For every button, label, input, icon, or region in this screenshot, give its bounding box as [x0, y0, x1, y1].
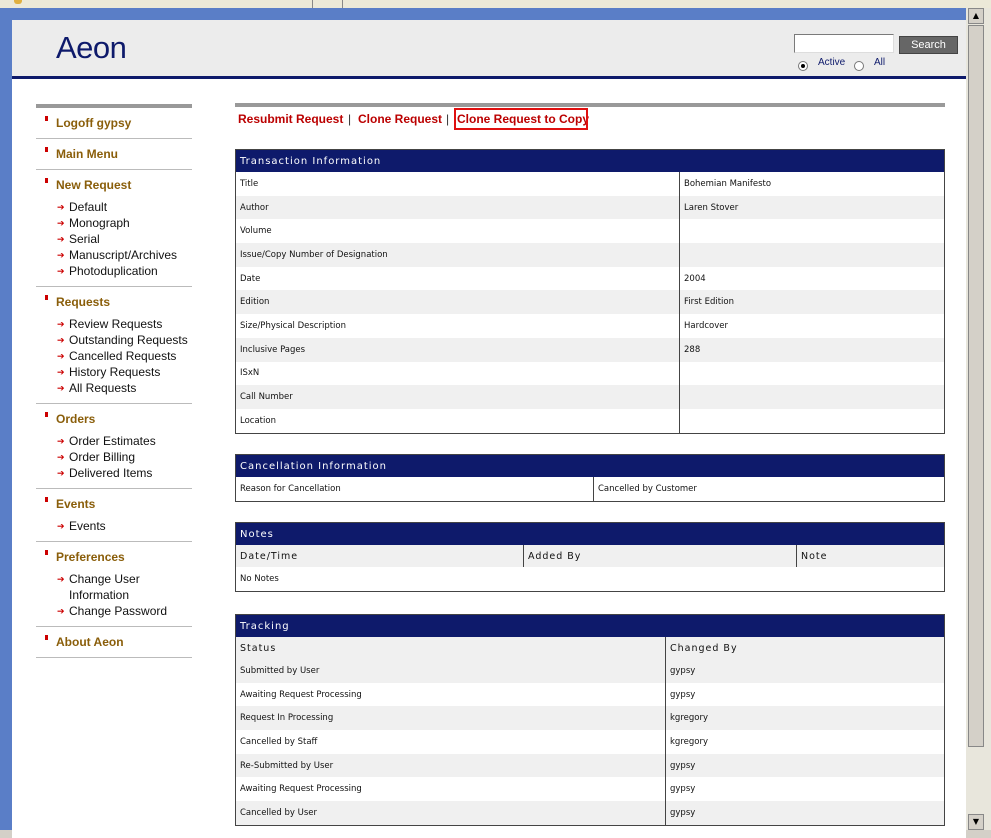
sidebar-item[interactable] [36, 199, 192, 215]
empty-notes-text: No Notes [236, 567, 944, 591]
sidebar-section-link[interactable] [36, 634, 192, 650]
column-header: Changed By [666, 637, 945, 659]
page-body [12, 20, 966, 838]
sidebar-item-label: Photoduplication [69, 264, 158, 278]
highlight-box [454, 108, 588, 130]
tracking-changed-by: gypsy [670, 784, 696, 795]
sidebar-submenu [36, 433, 192, 481]
sidebar-section-link[interactable] [36, 177, 192, 193]
sidebar-item-label: Change User Information [69, 572, 140, 602]
radio-active[interactable] [798, 61, 808, 71]
sidebar-item-label: Order Billing [69, 450, 136, 464]
request-actions [235, 107, 945, 131]
sidebar-submenu [36, 518, 192, 534]
sidebar-submenu [36, 316, 192, 396]
field-value: Bohemian Manifesto [684, 178, 772, 189]
sidebar-section-label: Orders [56, 412, 96, 426]
column-header: Date/Time [236, 545, 524, 567]
sidebar-section [36, 287, 192, 404]
arrow-icon: ➔ [57, 250, 65, 260]
sidebar-item[interactable] [36, 215, 192, 231]
field-value: Laren Stover [680, 196, 945, 220]
notes-table [236, 545, 944, 591]
arrow-icon: ➔ [57, 335, 65, 345]
field-label: Issue/Copy Number of Designation [236, 243, 680, 267]
sidebar-item[interactable] [36, 231, 192, 247]
sidebar-item[interactable] [36, 316, 192, 332]
field-value [680, 385, 945, 409]
cancellation-reason-label: Reason for Cancellation [236, 477, 594, 501]
cancellation-table [236, 477, 944, 501]
tracking-status: Cancelled by User [236, 801, 666, 825]
panel-title: Transaction Information [236, 150, 944, 172]
sidebar-item[interactable] [36, 332, 192, 348]
arrow-icon: ➔ [57, 202, 65, 212]
table-row [236, 567, 944, 591]
sidebar-item[interactable] [36, 465, 192, 481]
field-value: 2004 [684, 273, 706, 284]
scroll-down-arrow-icon[interactable]: ▼ [968, 814, 984, 830]
sidebar-item[interactable] [36, 380, 192, 396]
tracking-status: Submitted by User [236, 659, 666, 683]
field-value [680, 362, 945, 386]
tracking-status: Re-Submitted by User [236, 754, 666, 778]
table-row [236, 385, 944, 409]
sidebar-submenu [36, 199, 192, 279]
table-row [236, 338, 944, 362]
scrollbar-thumb[interactable] [968, 25, 984, 747]
sidebar-item-label: Outstanding Requests [69, 333, 188, 347]
arrow-icon: ➔ [57, 436, 65, 446]
table-row [236, 196, 944, 220]
arrow-icon: ➔ [57, 574, 65, 584]
sidebar-section-label: Logoff gypsy [56, 116, 132, 130]
field-value [680, 409, 945, 433]
arrow-icon: ➔ [57, 351, 65, 361]
panel-title: Tracking [236, 615, 944, 637]
transaction-panel [235, 149, 945, 434]
bullet-icon [45, 178, 48, 183]
field-label: Edition [236, 290, 680, 314]
cancellation-reason-value: Cancelled by Customer [598, 483, 697, 494]
arrow-icon: ➔ [57, 218, 65, 228]
table-row [236, 683, 944, 707]
sidebar-section [36, 542, 192, 627]
sidebar-section-link[interactable] [36, 411, 192, 427]
radio-all[interactable] [854, 61, 864, 71]
sidebar-item[interactable] [36, 263, 192, 279]
sidebar-section [36, 489, 192, 542]
sidebar-section-label: New Request [56, 178, 132, 192]
toolbar-icon [14, 0, 22, 4]
table-row [236, 243, 944, 267]
arrow-icon: ➔ [57, 319, 65, 329]
sidebar-section-link[interactable] [36, 496, 192, 512]
toolbar-divider [342, 0, 343, 8]
table-header-row [236, 637, 944, 659]
search-input[interactable] [794, 34, 894, 53]
tracking-status: Cancelled by Staff [236, 730, 666, 754]
sidebar-submenu [36, 571, 192, 619]
clone-request-to-copy-link[interactable]: Clone Request to Copy [457, 112, 590, 126]
sidebar-section-link[interactable] [36, 146, 192, 162]
table-row [236, 777, 944, 801]
bullet-icon [45, 295, 48, 300]
table-row [236, 754, 944, 778]
sidebar-item-label: Cancelled Requests [69, 349, 177, 363]
toolbar-divider [312, 0, 313, 8]
field-value: Hardcover [684, 320, 728, 331]
tracking-changed-by: kgregory [666, 706, 945, 730]
panel-title: Notes [236, 523, 944, 545]
sidebar-section [36, 139, 192, 170]
sidebar-item-label: All Requests [69, 381, 137, 395]
sidebar-section [36, 170, 192, 287]
sidebar-item[interactable] [36, 364, 192, 380]
tracking-changed-by: gypsy [670, 689, 696, 700]
sidebar-item[interactable] [36, 518, 192, 534]
table-row [236, 267, 944, 291]
tracking-table [236, 637, 944, 825]
sidebar-item-label: Serial [69, 232, 100, 246]
sidebar-section [36, 627, 192, 658]
table-header-row [236, 545, 944, 567]
field-value [680, 219, 945, 243]
table-row [236, 314, 944, 338]
field-label: Title [236, 172, 680, 196]
action-separator: | [446, 112, 450, 126]
table-row [236, 409, 944, 433]
table-row [236, 801, 944, 825]
field-label: Date [236, 267, 680, 291]
field-value: 288 [680, 338, 945, 362]
sidebar-item[interactable] [36, 603, 192, 619]
tracking-changed-by: gypsy [666, 659, 945, 683]
sidebar-section-label: About Aeon [56, 635, 124, 649]
field-label: Inclusive Pages [236, 338, 680, 362]
sidebar-item-label: Default [69, 200, 108, 214]
sidebar-item-label: Monograph [69, 216, 130, 230]
panel-title: Cancellation Information [236, 455, 944, 477]
table-row [236, 172, 944, 196]
radio-all-label: All [874, 57, 886, 68]
bullet-icon [45, 147, 48, 152]
bullet-icon [45, 497, 48, 502]
sidebar-item-label: Change Password [69, 604, 168, 618]
sidebar-item[interactable] [36, 449, 192, 465]
clone-request-link[interactable]: Clone Request [358, 112, 443, 126]
field-label: Volume [236, 219, 680, 243]
header [12, 20, 966, 79]
table-row [236, 706, 944, 730]
bullet-icon [45, 116, 48, 121]
sidebar-nav [36, 104, 192, 658]
tracking-status: Request In Processing [236, 706, 666, 730]
notes-panel [235, 522, 945, 592]
field-value [680, 243, 945, 267]
aeon-logo[interactable]: Aeon [56, 30, 127, 65]
sidebar-item[interactable] [36, 433, 192, 449]
tracking-panel [235, 614, 945, 826]
tracking-status: Awaiting Request Processing [236, 777, 666, 801]
sidebar-section-label: Main Menu [56, 147, 118, 161]
sidebar-item-label: Review Requests [69, 317, 163, 331]
sidebar-section [36, 404, 192, 489]
page-frame [0, 8, 966, 830]
arrow-icon: ➔ [57, 468, 65, 478]
tracking-changed-by: gypsy [666, 754, 945, 778]
cancellation-panel [235, 454, 945, 502]
arrow-icon: ➔ [57, 367, 65, 377]
transaction-table [236, 172, 944, 433]
column-header: Status [236, 637, 666, 659]
field-label: Author [236, 196, 680, 220]
sidebar-section-label: Requests [56, 295, 111, 309]
sidebar-section-link[interactable] [36, 294, 192, 310]
radio-active-label: Active [818, 57, 846, 68]
table-row [236, 219, 944, 243]
search-button[interactable]: Search [899, 36, 958, 54]
field-label: Size/Physical Description [236, 314, 680, 338]
field-label: ISxN [236, 362, 680, 386]
action-separator: | [348, 112, 352, 126]
arrow-icon: ➔ [57, 521, 65, 531]
arrow-icon: ➔ [57, 452, 65, 462]
sidebar-item-label: Events [69, 519, 106, 533]
bullet-icon [45, 550, 48, 555]
arrow-icon: ➔ [57, 606, 65, 616]
tracking-status: Awaiting Request Processing [236, 683, 666, 707]
main-content [235, 103, 945, 818]
sidebar-item[interactable] [36, 571, 192, 603]
field-value: First Edition [680, 290, 945, 314]
table-row [236, 362, 944, 386]
field-label: Location [236, 409, 680, 433]
scroll-up-arrow-icon[interactable]: ▲ [968, 8, 984, 24]
bullet-icon [45, 635, 48, 640]
sidebar-item[interactable] [36, 247, 192, 263]
bullet-icon [45, 412, 48, 417]
column-header: Note [797, 545, 945, 567]
sidebar-section [36, 108, 192, 139]
arrow-icon: ➔ [57, 234, 65, 244]
sidebar-section-label: Events [56, 497, 96, 511]
table-row [236, 290, 944, 314]
vertical-scrollbar[interactable] [966, 8, 991, 830]
sidebar-item-label: Order Estimates [69, 434, 156, 448]
column-header: Added By [524, 545, 797, 567]
table-row [236, 659, 944, 683]
sidebar-item-label: Delivered Items [69, 466, 153, 480]
sidebar-item-label: History Requests [69, 365, 161, 379]
table-row [236, 477, 944, 501]
sidebar-item[interactable] [36, 348, 192, 364]
sidebar-section-link[interactable] [36, 115, 192, 131]
tracking-changed-by: gypsy [666, 801, 945, 825]
field-label: Call Number [236, 385, 680, 409]
resubmit-request-link[interactable]: Resubmit Request [238, 112, 344, 126]
sidebar-section-link[interactable] [36, 549, 192, 565]
sidebar-item-label: Manuscript/Archives [69, 248, 178, 262]
table-row [236, 730, 944, 754]
arrow-icon: ➔ [57, 266, 65, 276]
tracking-changed-by: kgregory [670, 736, 708, 747]
sidebar-section-label: Preferences [56, 550, 125, 564]
arrow-icon: ➔ [57, 383, 65, 393]
